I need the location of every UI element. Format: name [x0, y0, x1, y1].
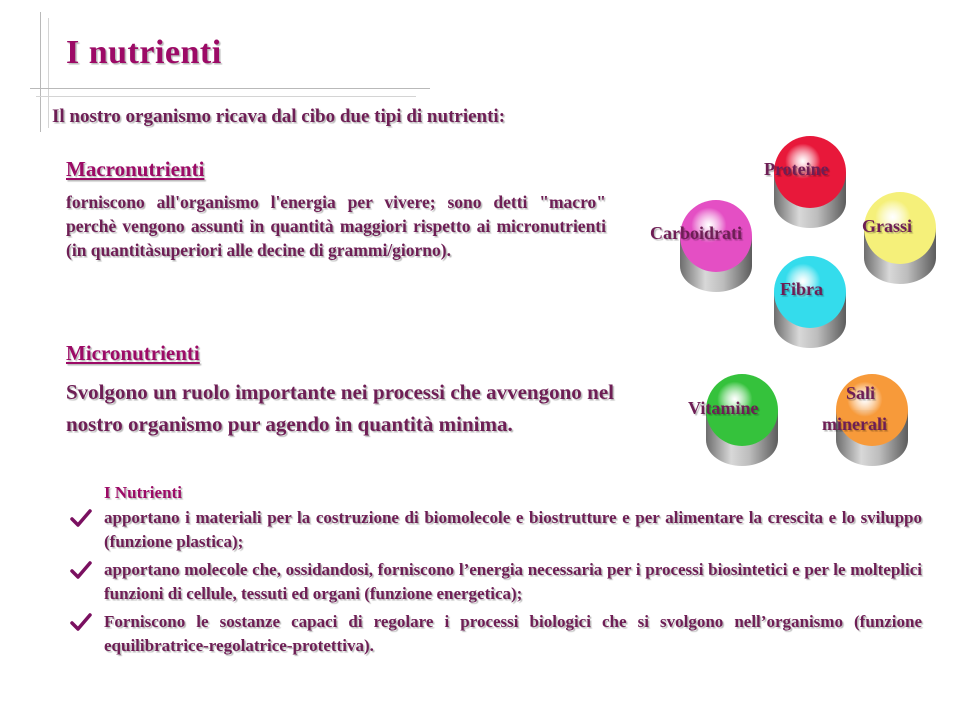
carboidrati-pill-icon: [676, 196, 756, 300]
page-title: I nutrienti: [66, 34, 222, 71]
sali-label: Sali: [846, 383, 876, 403]
decor-vertical-line: [40, 12, 41, 132]
micronutrienti-text: Svolgono un ruolo importante nei processi che avvengono nel nostro organismo pur agendo in quantità minima.: [66, 380, 614, 436]
minerali-label: minerali: [822, 414, 887, 434]
grassi-label: Grassi: [862, 216, 913, 236]
proteine-label: Proteine: [764, 159, 829, 179]
checkmark-icon: [70, 612, 92, 632]
grassi-pill-icon: [860, 188, 940, 292]
proteine-pill-icon: [770, 132, 850, 236]
vitamine-pill-icon: [702, 370, 782, 474]
decor-vertical-line: [48, 18, 49, 128]
list-item: [66, 610, 922, 658]
checkmark-icon: [70, 508, 92, 528]
fibra-label: Fibra: [780, 279, 823, 299]
list-item-text: Forniscono le sostanze capaci di regolare i processi biologici che si svolgono nell’organismo (funzione equilibratrice-regolatrice-protettiva).: [104, 612, 922, 655]
fibra-pill-icon: [770, 252, 850, 356]
list-item-text: apportano i materiali per la costruzione di biomolecole e biostrutture e per alimentare la crescita e lo sviluppo (funzione plastica);: [104, 508, 922, 551]
checkmark-icon: [70, 560, 92, 580]
vitamine-label: Vitamine: [688, 398, 759, 418]
intro-text: Il nostro organismo ricava dal cibo due tipi di nutrienti:: [52, 106, 506, 127]
macronutrienti-text: forniscono all'organismo l'energia per vivere; sono detti "macro" perchè vengono assunti in quantità maggiori rispetto ai micronutrienti (in quantitàsuperiori alle decine di grammi/giorno).: [66, 192, 606, 260]
carboidrati-label: Carboidrati: [650, 223, 742, 243]
decor-horizontal-line: [36, 96, 416, 97]
micronutrienti-title: Micronutrienti: [66, 341, 200, 365]
macronutrienti-title: Macronutrienti: [66, 157, 205, 181]
list-item: [66, 506, 922, 554]
nutrienti-heading: I Nutrienti: [104, 483, 182, 502]
nutrienti-list: [66, 506, 922, 662]
list-item-text: apportano molecole che, ossidandosi, forniscono l’energia necessaria per i processi biosintetici e per le molteplici funzioni di cellule, tessuti ed organi (funzione energetica);: [104, 560, 922, 603]
list-item: [66, 558, 922, 606]
decor-horizontal-line: [30, 88, 430, 89]
